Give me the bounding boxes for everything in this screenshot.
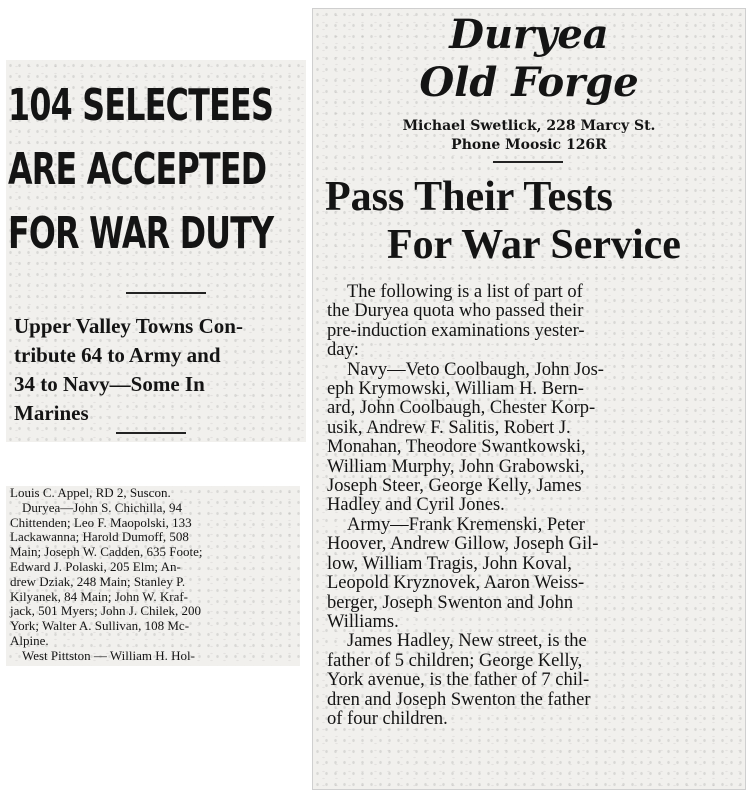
body-line: Hadley and Cyril Jones. xyxy=(327,495,505,516)
headline-clipping xyxy=(6,60,306,442)
column-masthead xyxy=(313,11,745,107)
masthead-line: Old Forge xyxy=(419,59,639,106)
names-line: West Pittston — William H. Hol- xyxy=(22,647,195,663)
body-line: the Duryea quota who passed their xyxy=(327,301,584,322)
headline-line: 104 SELECTEES xyxy=(8,80,274,131)
names-line: drew Dziak, 248 Main; Stanley P. xyxy=(10,573,186,589)
column-byline xyxy=(313,117,745,155)
names-line: jack, 501 Myers; John J. Chilek, 200 xyxy=(10,603,202,619)
article-headline xyxy=(325,173,745,269)
names-clipping xyxy=(6,486,300,666)
body-line: dren and Joseph Swenton the father xyxy=(327,689,591,710)
subhead-line: Marines xyxy=(14,401,89,425)
headline-line: FOR WAR DUTY xyxy=(8,208,274,259)
article-body xyxy=(327,283,741,729)
subhead-line: 34 to Navy—Some In xyxy=(14,372,205,396)
divider-rule xyxy=(493,161,563,163)
byline-line: Michael Swetlick, 228 Marcy St. xyxy=(402,118,656,134)
article-headline-line: Pass Their Tests xyxy=(325,174,613,220)
names-line: Chittenden; Leo F. Maopolski, 133 xyxy=(10,514,192,530)
names-line: Edward J. Polaski, 205 Elm; An- xyxy=(10,558,181,574)
names-line: Duryea—John S. Chichilla, 94 xyxy=(22,499,182,515)
clipping-headline xyxy=(8,74,303,266)
names-line: York; Walter A. Sullivan, 108 Mc- xyxy=(10,618,190,634)
body-line: eph Krymowski, William H. Bern- xyxy=(327,379,584,400)
names-line: Main; Joseph W. Cadden, 635 Foote; xyxy=(10,544,203,560)
body-line: usik, Andrew F. Salitis, Robert J. xyxy=(327,417,571,438)
names-line: Louis C. Appel, RD 2, Suscon. xyxy=(10,486,171,500)
body-line: low, William Tragis, John Koval, xyxy=(327,553,572,574)
masthead-line: Duryea xyxy=(449,11,609,58)
headline-line: ARE ACCEPTED xyxy=(8,144,267,195)
body-line: day: xyxy=(327,340,359,361)
clipping-subhead xyxy=(14,312,306,428)
body-line: Army—Frank Kremenski, Peter xyxy=(347,514,585,535)
body-line: Hoover, Andrew Gillow, Joseph Gil- xyxy=(327,534,599,555)
body-line: ard, John Coolbaugh, Chester Korp- xyxy=(327,398,596,419)
body-line: of four children. xyxy=(327,708,448,729)
divider-rule xyxy=(126,292,206,294)
body-line: berger, Joseph Swenton and John xyxy=(327,592,574,613)
body-line: Leopold Kryznovek, Aaron Weiss- xyxy=(327,573,585,594)
names-list xyxy=(10,486,300,664)
body-line: Navy—Veto Coolbaugh, John Jos- xyxy=(347,359,604,380)
names-line: Kilyanek, 84 Main; John W. Kraf- xyxy=(10,588,189,604)
names-line: Alpine. xyxy=(10,632,49,648)
body-line: York avenue, is the father of 7 chil- xyxy=(327,670,590,691)
body-line: William Murphy, John Grabowski, xyxy=(327,456,585,477)
duryea-column-clipping xyxy=(312,8,746,790)
body-line: The following is a list of part of xyxy=(347,282,583,302)
subhead-line: Upper Valley Towns Con- xyxy=(14,314,243,338)
article-headline-line: For War Service xyxy=(387,222,681,268)
subhead-line: tribute 64 to Army and xyxy=(14,343,221,367)
body-line: Monahan, Theodore Swantkowski, xyxy=(327,437,586,458)
byline-line: Phone Moosic 126R xyxy=(451,137,607,153)
body-line: James Hadley, New street, is the xyxy=(347,631,587,652)
body-line: father of 5 children; George Kelly, xyxy=(327,650,583,671)
divider-rule xyxy=(116,432,186,434)
body-line: pre-induction examinations yester- xyxy=(327,320,585,341)
body-line: Joseph Steer, George Kelly, James xyxy=(327,476,582,497)
body-line: Williams. xyxy=(327,611,399,632)
names-line: Lackawanna; Harold Dumoff, 508 xyxy=(10,529,189,545)
